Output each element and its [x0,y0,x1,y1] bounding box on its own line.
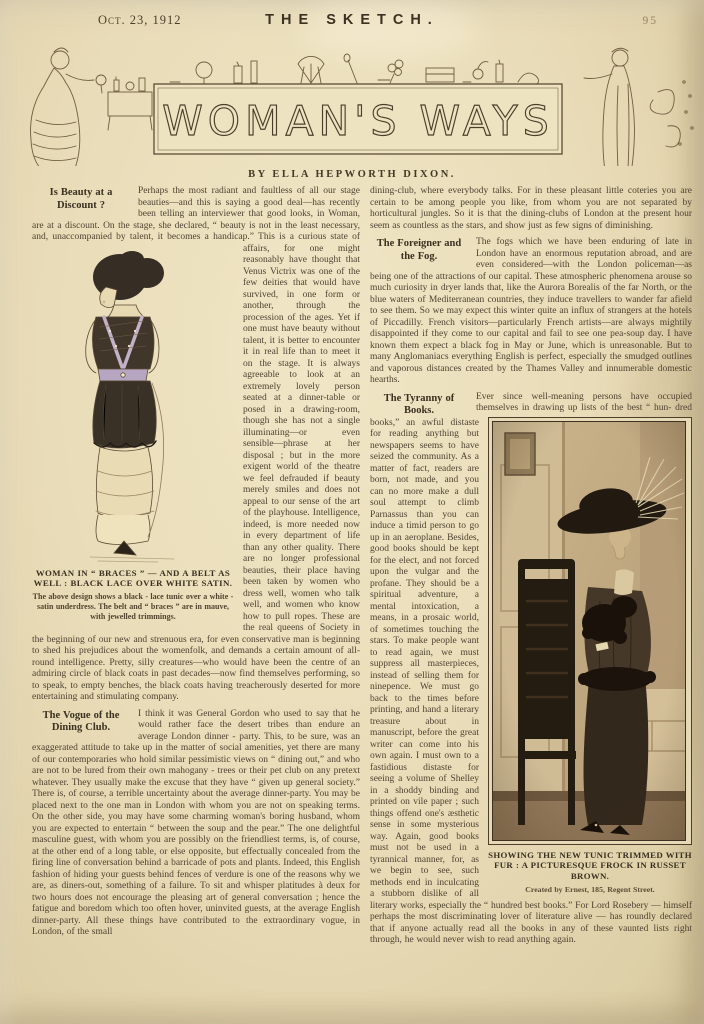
column-right [370,186,692,952]
tyranny-text-a: Ever since well-meaning persons have occupied themselves in drawing up lists of the best “ hun- [476,391,692,413]
publication-title: THE SKETCH. [265,12,439,28]
banner-title-text: WOMAN'S WAYS [162,97,554,145]
vogue-text: I think it was General Gordon who used to say that he would rather face the desert tribes than endure an average London dinner - party. This, to be sure, was an exaggerated attitude to take up in the matter of social amenities, yet there are many of our contemporaries who hold similar pessimistic views on “ dining out,” and who are not to be lured from their own mahogany - trees or their pet club on any pretext whatever. They usually make the excuse that they have “ given up general society.” There is, of course, a terrible uncertainty about the average dinner-party. You may be placed next to the one man in London with whom you are not on speaking terms. On the other side, you may have some charming woman's boring husband, whom you are expected to entertain “ between the soup and the pear.” The one delightful masculine guest, with whom you are possibly on the friendliest terms, is, of course, at the other end of a long table, or else opposite, but effectually concealed from the firing line of conversation behind a barricade of pots and plants. Indeed, this English fashion of hiding your guests behind fences of verdure is one of the reasons why we are, as diners-out, something of a failure. To sit and whisper platitudes à deux for two hours does not encourage the pleasing art of general conversation ; hence the fatigue and boredom which too often hover, uninvited guests, at the average English dinner-party. All these things have contributed to the extraordinary vogue, in London, of the small [32,708,360,937]
vogue-continuation-paragraph: dining-club, where everybody talks. For in these pleasant little coteries you are certain to be among people you like, from whom you are not separated by horticultural jungles. So it is that the dining-clubs of London at the present hour seem as countless as the stars, and show just as few signs of diminishing. [370,186,692,231]
banner-figure-right [584,48,634,166]
column-left [32,186,360,944]
banner-swirls-right [650,81,693,147]
banner-figure-left [31,48,106,166]
section-heading-vogue: The Vogue of the Dining Club. [42,709,120,733]
beauty-text-a: Perhaps the most radiant and faultless of all our stage beauties—and this is saying a good deal—has recently been telling an interviewer that good looks, in Woman, are at a discount. On the stage, she declared, “ beauty is not in the least necessary, and, unaccompanied by talent, it becomes a handicap.” This is a curious state of affairs, [32,186,360,254]
photo-caption-title: SHOWING THE NEW TUNIC TRIMMED WITH FUR : A PICTURESQUE FROCK IN RUSSET BROWN. [488,849,692,882]
vogue-paragraph [32,709,360,939]
banner-table-left [108,77,152,130]
beauty-paragraph [32,186,360,704]
section-heading-beauty: Is Beauty at a Discount ? [49,187,113,211]
illustration-caption-title: WOMAN IN “ BRACES ” — AND A BELT AS WELL : BLACK LACE OVER WHITE SATIN. [33,567,233,589]
banner-decoration [8,34,696,166]
photo-frame [488,417,692,845]
foreigner-paragraph [370,237,692,387]
fashion-illustration [34,247,232,565]
fashion-photograph [492,421,686,841]
page-header [0,12,704,32]
photo-credit: Created by Ernest, 185, Regent Street. [525,884,655,894]
fashion-illustration-block [32,247,234,622]
fashion-photo-block [488,417,692,896]
banner-title-panel [154,84,562,154]
banner-doodles-top [170,54,539,87]
tyranny-paragraph [370,392,692,947]
tyranny-text-b: dred books,” an awful distaste for reading anything but newspapers seems to have seized the community. As a matter of fact, readers are born, not made, and you can no more make a dull soul attempt to climb Parnassus than you can induce a timid person to go up in an aeroplane. Besides, good books should be kept for the elect, and not forced upon the vulgar and the profane. They should be a spiritual adventure, a mental intoxication, a means, in a prosaic world, of sometimes touching the stars. To make people want to read again, we must suppress all masterpieces, instead of selling them for ninepence. We must go back to the times before printing, and hand a literary treasure about in manuscript, before the great writer can come into his own again. I must own to a fastidious distaste for seeing a volume of Shelley in a shoddy binding and printed on vile paper ; such things offend one's æsthetic sense in some mysterious way. Again, good books must not be used in a tyrannical manner, for, as we begin to see, such methods end in inculcating a stubborn dislike of all literary works, especially the “ hundred best books.” For Lord Rosebery — himself perhaps the most discriminating lover of literature alive — has roundly declared that if anyone actually read all the books in any of these vaunted lists right through, he would never wish to read anything again. [370,403,692,945]
page-number: 95 [642,15,658,27]
illustration-caption-sub: The above design shows a black - lace tunic over a white - satin underdress. The belt and “ braces ” are in mauve, with jewelled trimmings. [32,592,234,621]
section-heading-tyranny: The Tyranny of Books. [383,392,455,416]
byline: BY ELLA HEPWORTH DIXON. [248,169,456,180]
section-heading-foreigner: The Foreigner and the Fog. [376,238,462,262]
foreigner-text: The fogs which we have been enduring of late in London have an enormous reputation abroad, and are even considered—with the London policeman—as being one of the attractions of our capital. These atmospheric phenomena arouse so much curiosity in dryer lands that, like the Aurora Borealis of the far North, or the blue waters of Mediterranean countries, they induce travellers to wander far afield to see them. So we may expect this winter quite an influx of strangers at the hotels of Piccadilly. French visitors—particularly French artists—are always mightily disappointed if they come to our capital and fail to see one pea-soup day. I have known them expect a black fog in May or June, which is unreasonable. But to many Anglomaniacs everything English is perfect, especially the smudged outlines and vaporous distances created by the Thames Valley and innumerable domestic hearths. [370,237,692,385]
issue-date: Oct. 23, 1912 [98,13,182,27]
beauty-text-b: for one might reasonably have thought that Venus Victrix was one of the few deities that would have survived, in one form or another, through the procession of the ages. Yet if one must have beauty without talent, it is better to encounter it in real life than to meet it on the stage. It is always agreeable to look at an extremely lovely person seated at a dinner-table or posed in a drawing-room, though she has not a single illuminating—or even sensible—phrase at her disposal ; but in the more exigent world of the theatre we feel defrauded if beauty merely smiles and does not appeal to our sense of the art of the playhouse. Intelligence, indeed, is more needed now in every department of life than any other quality. There are no longer professional beauties, their place having been taken by women who dress well, women who talk well, and women who know how to pull ropes. These are the real queens of Society in the beginning of our new and strenuous era, for even conservative man is beginning to shed his prejudices about the womenfolk, and demands a certain amount of all-round intelligence. Pretty, silly creatures—who would have been the centre of an admiring circle of black coats in past decades—now find themselves performing, so to speak, to empty benches, the black coats having treacherously deserted for more entertaining and stimulating company. [32,243,361,702]
title-banner [8,34,696,166]
